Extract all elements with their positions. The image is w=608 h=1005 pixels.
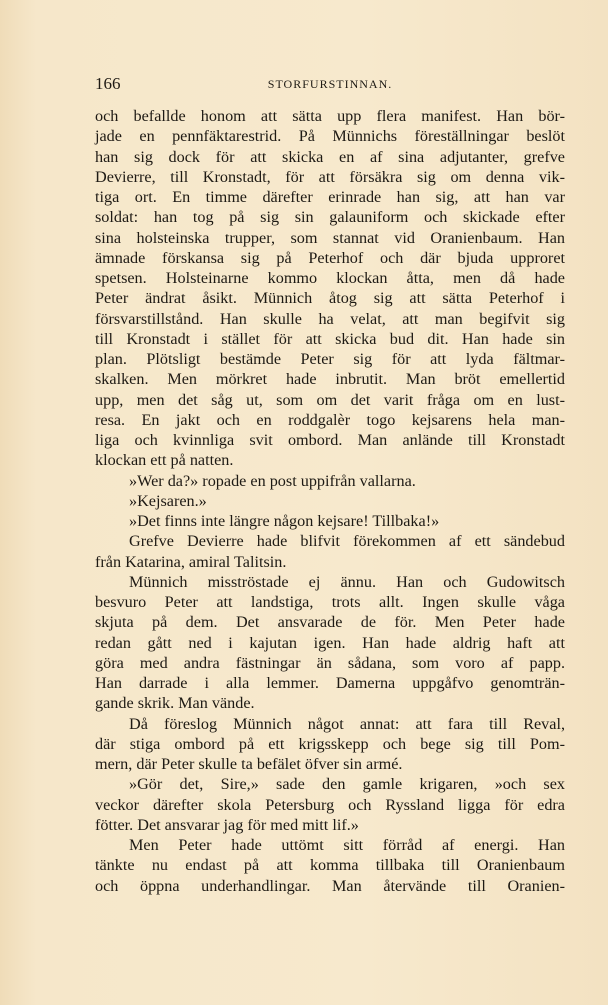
text-line: sina holsteinska trupper, som stannat vid Oranienbaum. Han — [95, 228, 565, 247]
text-line: från Katarina, amiral Talitsin. — [95, 552, 287, 571]
text-line: spetsen. Holsteinarne kommo klockan åtta, men då hade — [95, 269, 565, 287]
text-line: skjuta på dem. Det ansvarade de för. Men Peter hade — [95, 613, 565, 632]
text-line: skalken. Men mörkret hade inbrutit. Man bröt emellertid — [95, 370, 565, 389]
page-number: 166 — [95, 74, 121, 93]
text-line: veckor därefter skola Petersburg och Ryssland ligga för edra — [95, 795, 565, 814]
text-line: »Gör det, Sire,» sade den gamle krigaren, »och sex — [129, 775, 565, 794]
text-line: »Kejsaren.» — [129, 491, 207, 510]
text-line: Peter ändrat åsikt. Münnich åtog sig att sätta Peterhof i — [95, 289, 565, 308]
text-line: klockan ett på natten. — [95, 451, 234, 470]
text-line: redan gått ned i kajutan igen. Han hade aldrig haft att — [95, 633, 565, 652]
text-line: resa. En jakt och en roddgalèr togo kejsarens hela man- — [95, 410, 565, 429]
text-line: och öppna underhandlingar. Man återvände till Oranien- — [95, 876, 565, 895]
text-line: Då föreslog Münnich något annat: att fara till Reval, — [129, 714, 565, 733]
text-line: upp, men det såg ut, som om det varit fråga om en lust- — [95, 390, 565, 409]
text-line: ämnade förskansa sig på Peterhof och där bjuda upproret — [95, 248, 565, 267]
text-line: jade en pennfäktarestrid. På Münnichs föreställningar beslöt — [95, 127, 565, 146]
text-line: liga och kvinnliga svit ombord. Man anlände till Kronstadt — [95, 431, 565, 449]
text-line: försvarstillstånd. Han skulle ha velat, att man begifvit sig — [95, 309, 565, 328]
text-line: tiga ort. En timme därefter erinrade han sig, att han var — [95, 188, 565, 206]
body-text — [95, 106, 565, 896]
text-line: besvuro Peter att landstiga, trots allt. Ingen skulle våga — [95, 593, 565, 611]
text-line: tänkte nu endast på att komma tillbaka till Oranienbaum — [95, 856, 565, 875]
running-title: STORFURSTINNAN. — [267, 77, 393, 91]
text-line: Devierre, till Kronstadt, för att försäkra sig om denna vik- — [95, 167, 565, 186]
text-line: »Det finns inte längre någon kejsare! Tillbaka!» — [129, 512, 440, 530]
text-line: gande skrik. Man vände. — [95, 694, 255, 713]
text-line: han sig dock för att skicka en af sina adjutanter, grefve — [95, 147, 565, 166]
text-line: plan. Plötsligt bestämde Peter sig för att lyda fältmar- — [95, 350, 565, 368]
text-line: göra med andra fästningar än sådana, som voro af papp. — [95, 653, 565, 672]
text-line: Han darrade i alla lemmer. Damerna uppgåfvo genomträn- — [95, 674, 565, 692]
text-line: och befallde honom att sätta upp flera manifest. Han bör- — [95, 107, 565, 125]
text-line: soldat: han tog på sig sin galauniform och skickade efter — [95, 208, 565, 227]
text-line: »Wer da?» ropade en post uppifrån vallarna. — [129, 471, 416, 490]
text-line: Men Peter hade uttömt sitt förråd af energi. Han — [129, 836, 565, 854]
text-line: Münnich misströstade ej ännu. Han och Gudowitsch — [129, 572, 565, 591]
page-header — [95, 74, 565, 96]
text-line: mern, där Peter skulle ta befälet öfver sin armé. — [95, 755, 403, 773]
text-line: där stiga ombord på ett krigsskepp och bege sig till Pom- — [95, 734, 565, 753]
text-line: fötter. Det ansvarar jag för med mitt lif.» — [95, 815, 359, 834]
text-line: Grefve Devierre hade blifvit förekommen af ett sändebud — [129, 532, 565, 551]
text-line: till Kronstadt i stället för att skicka bud dit. Han hade sin — [95, 329, 565, 348]
